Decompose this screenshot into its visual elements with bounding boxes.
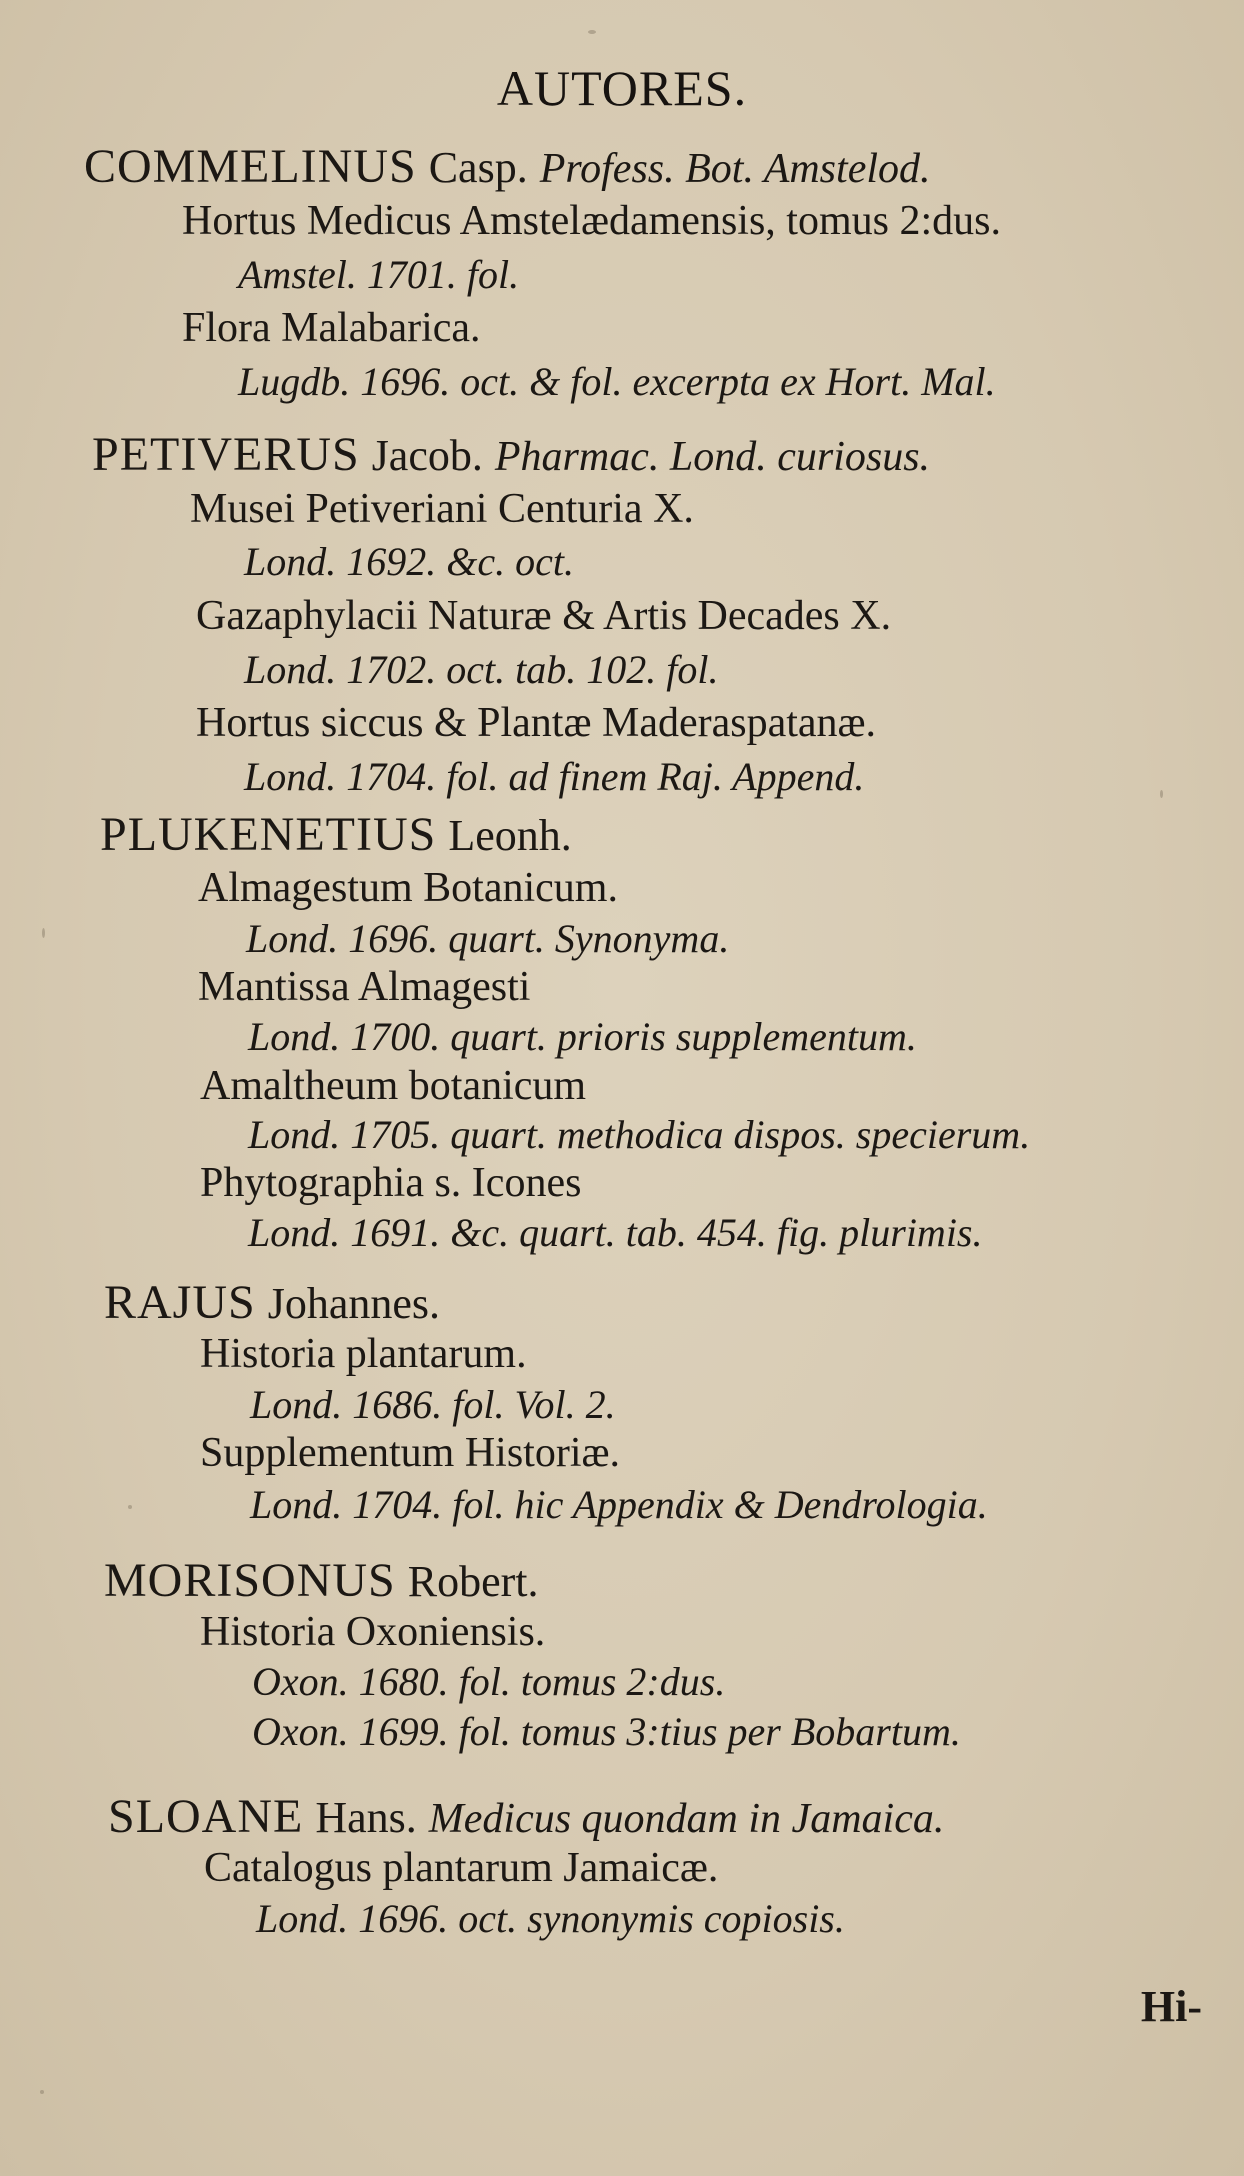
author-entry bbox=[108, 1792, 944, 1842]
author-surname: PLUKENETIUS bbox=[100, 808, 437, 861]
paper-speck bbox=[1160, 790, 1163, 798]
author-entry bbox=[84, 142, 931, 192]
paper-speck bbox=[128, 1505, 132, 1509]
work-imprint: Lond. 1704. fol. hic Appendix & Dendrologia. bbox=[250, 1482, 988, 1527]
author-surname: RAJUS bbox=[104, 1276, 256, 1329]
paper-speck bbox=[588, 30, 596, 34]
author-description: Medicus quondam in Jamaica. bbox=[428, 1796, 945, 1842]
author-entry bbox=[104, 1278, 440, 1328]
work-title: Historia plantarum. bbox=[200, 1331, 527, 1377]
author-given-name: Johannes. bbox=[267, 1279, 441, 1328]
work-imprint: Oxon. 1699. fol. tomus 3:tius per Bobartum. bbox=[252, 1709, 961, 1754]
author-surname: COMMELINUS bbox=[84, 140, 417, 193]
work-title: Mantissa Almagesti bbox=[198, 964, 531, 1010]
work-imprint: Lond. 1691. &c. quart. tab. 454. fig. plurimis. bbox=[248, 1210, 983, 1255]
work-title: Hortus Medicus Amstelædamensis, tomus 2:dus. bbox=[182, 198, 1001, 244]
author-surname: SLOANE bbox=[108, 1790, 304, 1843]
work-title: Flora Malabarica. bbox=[182, 305, 481, 351]
author-given-name: Jacob. bbox=[371, 431, 483, 480]
work-title: Amaltheum botanicum bbox=[200, 1063, 587, 1109]
work-title: Gazaphylacii Naturæ & Artis Decades X. bbox=[196, 593, 892, 639]
author-given-name: Leonh. bbox=[448, 811, 572, 860]
author-given-name: Casp. bbox=[428, 143, 528, 192]
page-heading: AUTORES. bbox=[496, 60, 748, 116]
paper-speck bbox=[40, 2090, 44, 2094]
work-imprint: Lond. 1704. fol. ad finem Raj. Append. bbox=[244, 754, 865, 799]
work-imprint: Amstel. 1701. fol. bbox=[238, 252, 520, 297]
work-imprint: Lond. 1705. quart. methodica dispos. specierum. bbox=[248, 1112, 1031, 1157]
work-imprint: Lond. 1696. quart. Synonyma. bbox=[246, 916, 730, 961]
work-imprint: Lond. 1692. &c. oct. bbox=[244, 539, 574, 584]
paper-speck bbox=[42, 928, 45, 938]
author-surname: PETIVERUS bbox=[92, 428, 360, 481]
work-title: Supplementum Historiæ. bbox=[200, 1430, 620, 1476]
catchword: Hi- bbox=[1140, 1982, 1202, 2031]
work-title: Hortus siccus & Plantæ Maderaspatanæ. bbox=[196, 700, 877, 746]
work-imprint: Lond. 1702. oct. tab. 102. fol. bbox=[244, 647, 719, 692]
author-entry bbox=[100, 810, 572, 860]
author-entry bbox=[92, 430, 930, 480]
work-title: Almagestum Botanicum. bbox=[198, 865, 618, 911]
work-imprint: Lond. 1686. fol. Vol. 2. bbox=[250, 1382, 616, 1427]
work-imprint: Lond. 1700. quart. prioris supplementum. bbox=[248, 1014, 917, 1059]
work-imprint: Lugdb. 1696. oct. & fol. excerpta ex Hort. Mal. bbox=[238, 359, 996, 404]
author-given-name: Hans. bbox=[315, 1793, 417, 1842]
work-title: Musei Petiveriani Centuria X. bbox=[190, 486, 694, 532]
author-entry bbox=[104, 1556, 539, 1606]
author-description: Profess. Bot. Amstelod. bbox=[539, 146, 931, 192]
work-imprint: Lond. 1696. oct. synonymis copiosis. bbox=[256, 1896, 845, 1941]
work-title: Historia Oxoniensis. bbox=[200, 1609, 546, 1655]
author-surname: MORISONUS bbox=[104, 1554, 396, 1607]
work-title: Catalogus plantarum Jamaicæ. bbox=[204, 1845, 719, 1891]
work-imprint: Oxon. 1680. fol. tomus 2:dus. bbox=[252, 1659, 726, 1704]
author-description: Pharmac. Lond. curiosus. bbox=[494, 434, 931, 480]
author-given-name: Robert. bbox=[407, 1557, 539, 1606]
work-title: Phytographia s. Icones bbox=[200, 1160, 582, 1206]
